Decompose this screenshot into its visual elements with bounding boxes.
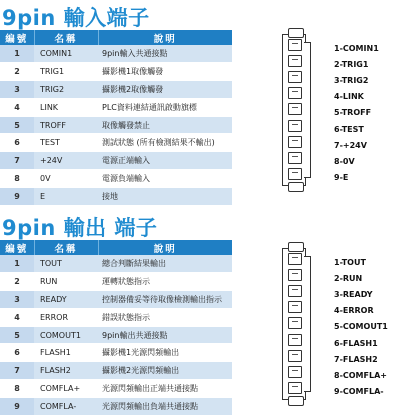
input-pin-table [0,30,232,206]
pin-number-cell: 7 [0,152,34,170]
pin-name-cell: COMFLA+ [34,380,98,398]
pin-name-cell: FLASH1 [34,344,98,362]
table-header-row [0,30,232,45]
pin-description-cell: 取像觸發禁止 [98,116,232,134]
connector-slot [288,71,302,83]
connector-slot [288,350,302,362]
pin-description-cell: 9pin輸入共通接點 [98,45,232,63]
pin-name-cell: TROFF [34,116,98,134]
pin-name-cell: COMIN1 [34,45,98,63]
table-row [0,380,232,398]
pin-description-cell: 攝影機2取像觸發 [98,81,232,99]
table-row [0,81,232,99]
table-row [0,98,232,116]
table-row [0,344,232,362]
pin-label: 9-E [334,172,349,182]
pin-description-cell: 控制器備妥等待取像檢測輸出指示 [98,291,232,309]
pin-description-cell: 攝影機2光源閃頻輸出 [98,362,232,380]
output-section-title: 9pin 輸出 端子 [2,216,158,240]
header-number: 編號 [0,240,34,255]
pin-number-cell: 1 [0,45,34,63]
table-row [0,116,232,134]
pin-name-cell: FLASH2 [34,362,98,380]
pin-number-cell: 3 [0,291,34,309]
pin-number-cell: 9 [0,397,34,415]
connector-bottom-cap [288,182,304,192]
connector-slot [288,152,302,164]
pin-number-cell: 8 [0,380,34,398]
table-row [0,291,232,309]
pin-description-cell: 錯誤狀態指示 [98,308,232,326]
table-row [0,362,232,380]
pin-label: 9-COMFLA- [334,386,384,396]
pin-label: 2-TRIG1 [334,60,369,70]
connector-slot [288,334,302,346]
pin-description-cell: 光源閃頻輸出負端共通接點 [98,397,232,415]
pin-number-cell: 4 [0,98,34,116]
pin-name-cell: ERROR [34,308,98,326]
pin-description-cell: 光源閃頻輸出正端共通接點 [98,380,232,398]
connector-slot [288,136,302,148]
table-row [0,308,232,326]
connector-slot [288,103,302,115]
pin-name-cell: TEST [34,134,98,152]
pin-number-cell: 3 [0,81,34,99]
header-description: 說明 [98,240,232,255]
pin-description-cell: PLC資料連結通訊啟動旗標 [98,98,232,116]
pin-label: 7-+24V [334,140,367,150]
connector-slot [288,269,302,281]
pin-label: 4-ERROR [334,306,374,316]
pin-description-cell: 攝影機1取像觸發 [98,63,232,81]
pin-label: 6-TEST [334,124,364,134]
input-section-title: 9pin 輸入端子 [2,6,150,30]
pin-number-cell: 1 [0,255,34,273]
connector-slot [288,317,302,329]
pin-description-cell: 運轉狀態指示 [98,273,232,291]
pin-description-cell: 電源負端輸入 [98,170,232,188]
table-row [0,273,232,291]
pin-label: 1-COMIN1 [334,44,379,53]
table-row [0,170,232,188]
table-row [0,326,232,344]
pin-name-cell: COMOUT1 [34,326,98,344]
pin-description-cell: 接地 [98,187,232,205]
pin-label: 7-FLASH2 [334,354,378,364]
input-connector-diagram [282,34,306,186]
output-connector-diagram [282,248,306,400]
pin-number-cell: 2 [0,63,34,81]
pin-description-cell: 測試狀態 (所有檢測結果不輸出) [98,134,232,152]
pin-number-cell: 4 [0,308,34,326]
pin-number-cell: 2 [0,273,34,291]
pin-description-cell: 9pin輸出共通接點 [98,326,232,344]
connector-slot [288,301,302,313]
pin-name-cell: TRIG2 [34,81,98,99]
header-number: 編號 [0,30,34,45]
pin-number-cell: 5 [0,116,34,134]
connector-top-cap [288,242,304,252]
pin-name-cell: TRIG1 [34,63,98,81]
header-name: 名稱 [34,240,98,255]
pin-label: 4-LINK [334,92,364,102]
pin-label: 2-RUN [334,274,363,284]
pin-name-cell: +24V [34,152,98,170]
connector-slot [288,55,302,67]
table-row [0,45,232,63]
pin-number-cell: 9 [0,187,34,205]
pin-number-cell: 6 [0,344,34,362]
connector-latch [304,256,311,392]
pin-name-cell: READY [34,291,98,309]
header-description: 說明 [98,30,232,45]
connector-slot [288,366,302,378]
pin-number-cell: 7 [0,362,34,380]
pin-name-cell: LINK [34,98,98,116]
pin-name-cell: TOUT [34,255,98,273]
pin-name-cell: COMFLA- [34,397,98,415]
pin-label: 6-FLASH1 [334,338,378,348]
pin-label: 3-TRIG2 [334,76,369,86]
connector-slot [288,253,302,265]
connector-slot [288,39,302,51]
pin-number-cell: 8 [0,170,34,188]
pin-name-cell: 0V [34,170,98,188]
connector-top-cap [288,28,304,38]
pin-name-cell: RUN [34,273,98,291]
connector-slot [288,87,302,99]
connector-slot [288,285,302,297]
header-name: 名稱 [34,30,98,45]
pin-label: 8-0V [334,156,355,166]
pin-number-cell: 6 [0,134,34,152]
pin-description-cell: 攝影機1光源閃頻輸出 [98,344,232,362]
connector-latch [304,42,311,178]
pin-description-cell: 總合判斷結果輸出 [98,255,232,273]
connector-bottom-cap [288,396,304,406]
table-row [0,152,232,170]
connector-slot [288,168,302,180]
pin-label: 5-TROFF [334,108,372,118]
table-row [0,255,232,273]
pin-label: 1-TOUT [334,258,366,267]
pin-name-cell: E [34,187,98,205]
connector-slot [288,382,302,394]
output-pin-table [0,240,232,416]
table-row [0,187,232,205]
connector-slot [288,120,302,132]
table-header-row [0,240,232,255]
table-row [0,134,232,152]
pin-label: 8-COMFLA+ [334,370,387,380]
table-row [0,63,232,81]
table-row [0,397,232,415]
pin-label: 3-READY [334,290,373,300]
pin-number-cell: 5 [0,326,34,344]
pin-label: 5-COMOUT1 [334,322,388,332]
pin-description-cell: 電源正端輸入 [98,152,232,170]
